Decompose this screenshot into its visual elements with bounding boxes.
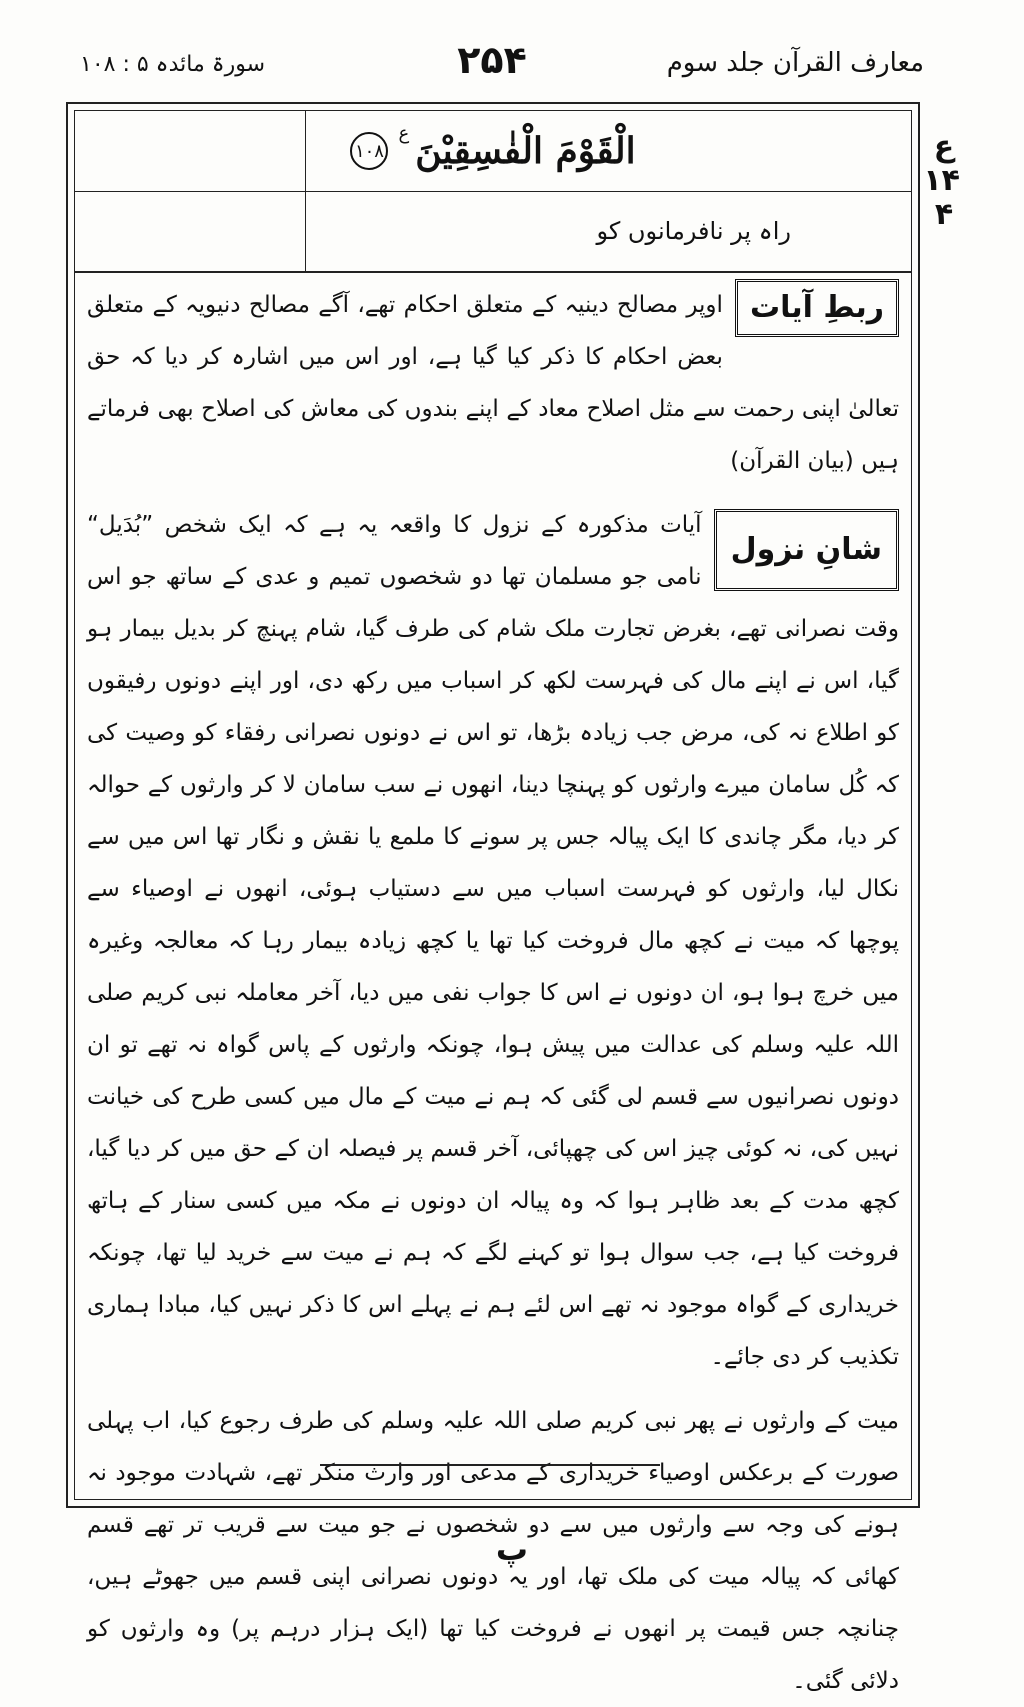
- ruku-mark: ع: [398, 122, 410, 144]
- verse-translation: راہ پر نافرمانوں کو: [596, 217, 791, 245]
- surah-reference: سورۃ مائدہ ۵ : ۱۰۸: [80, 52, 266, 77]
- margin-ruku-note: ع ۱۴ ۴: [923, 129, 960, 232]
- page-number: ۲۵۴: [457, 38, 527, 82]
- verse-arabic-text: الْقَوْمَ الْفٰسِقِیْنَ: [415, 130, 636, 172]
- page-header: [60, 38, 924, 98]
- closing-paragraph: میت کے وارثوں نے پھر نبی کریم صلی اللہ علیہ وسلم کی طرف رجوع کیا، اب پہلی صورت کے برعکس اوصیاء خریداری کے مدعی اور وارث منکر تھے، شہادت موجود نہ ہونے کی وجہ سے وارثوں میں سے دو شخصوں نے جو میت سے قریب تر تھے قسم کھائی کہ پیالہ میت کی ملک تھا، اور یہ دونوں نصرانی اپنی قسم میں جھوٹے ہیں، چنانچہ جس قیمت پر انھوں نے فروخت کیا تھا (ایک ہزار درہم پر) وہ وارثوں کو دلائی گئی۔: [87, 1408, 899, 1694]
- verse-box: [75, 111, 911, 273]
- rabt-heading: ربطِ آیات: [735, 279, 899, 337]
- shan-text: آیات مذکورہ کے نزول کا واقعہ یہ ہے کہ ایک شخص ”بُدَیل“ نامی جو مسلمان تھا دو شخصوں تمیم و عدی کے ساتھ جو اس وقت نصرانی تھے، بغرض تجارت ملک شام کی طرف گیا، شام پہنچ کر بدیل بیمار ہو گیا، اس نے اپنے مال کی فہرست لکھ کر اسباب میں رکھ دی، اور اپنے دونوں رفیقوں کو اطلاع نہ کی، مرض جب زیادہ بڑھا، تو اس نے دونوں نصرانی رفقاء کو وصیت کی کہ کُل سامان میرے وارثوں کو پہنچا دینا، انھوں نے سب سامان لا کر وارثوں کے حوالہ کر دیا، مگر چاندی کا ایک پیالہ جس پر سونے کا ملمع یا نقش و نگار تھا اس میں سے نکال لیا، وارثوں کو فہرست اسباب میں سے دستیاب ہوئی، انھوں نے اوصیاء سے پوچھا کہ میت نے کچھ مال فروخت کیا تھا یا کچھ زیادہ بیمار رہا کہ معالجہ وغیرہ میں خرچ ہوا ہو، ان دونوں نے اس کا جواب نفی میں دیا، آخر معاملہ نبی کریم صلی اللہ علیہ وسلم کی عدالت میں پیش ہوا، چونکہ وارثوں کے پاس گواہ نہ تھے تو ان دونوں نصرانیوں سے قسم لی گئی کہ ہم نے میت کے مال میں کسی طرح کی خیانت نہیں کی، نہ کوئی چیز اس کی چھپائی، آخر قسم پر فیصلہ ان کے حق میں کر دیا گیا، کچھ مدت کے بعد ظاہر ہوا کہ وہ پیالہ ان دونوں نے مکہ میں کسی سنار کے ہاتھ فروخت کیا ہے، جب سوال ہوا تو کہنے لگے کہ ہم نے میت سے خرید لیا تھا، چونکہ خریداری کے گواہ موجود نہ تھے اس لئے ہم نے پہلے اس کا ذکر نہیں کیا، مبادا ہماری تکذیب کر دی جائے۔: [87, 512, 899, 1370]
- verse-box-divider: [305, 111, 306, 271]
- content-frame-inner: [74, 110, 912, 1694]
- verse-number-marker: ۱۰۸: [350, 132, 388, 170]
- verse-arabic-row: [75, 111, 911, 192]
- rabt-text: اوپر مصالح دینیہ کے متعلق احکام تھے، آگے مصالح دنیویہ کے متعلق بعض احکام کا ذکر کیا گیا ہے، اور اس میں اشارہ کر دیا کہ حق تعالیٰ اپنی رحمت سے مثل اصلاح معاد کے اپنے بندوں کی معاش کی اصلاح بھی فرماتے ہیں (بیان القرآن): [87, 292, 899, 474]
- commentary-body: [87, 279, 899, 1694]
- footer-mark: پ: [495, 1530, 529, 1568]
- book-title: معارف القرآن جلد سوم: [666, 48, 924, 78]
- shan-heading: شانِ نزول: [714, 509, 899, 591]
- content-frame: [66, 102, 920, 1694]
- footer-rule: [320, 1464, 660, 1466]
- shan-paragraph: [87, 499, 899, 1383]
- verse-translation-row: [75, 191, 911, 271]
- rabt-paragraph: [87, 279, 899, 487]
